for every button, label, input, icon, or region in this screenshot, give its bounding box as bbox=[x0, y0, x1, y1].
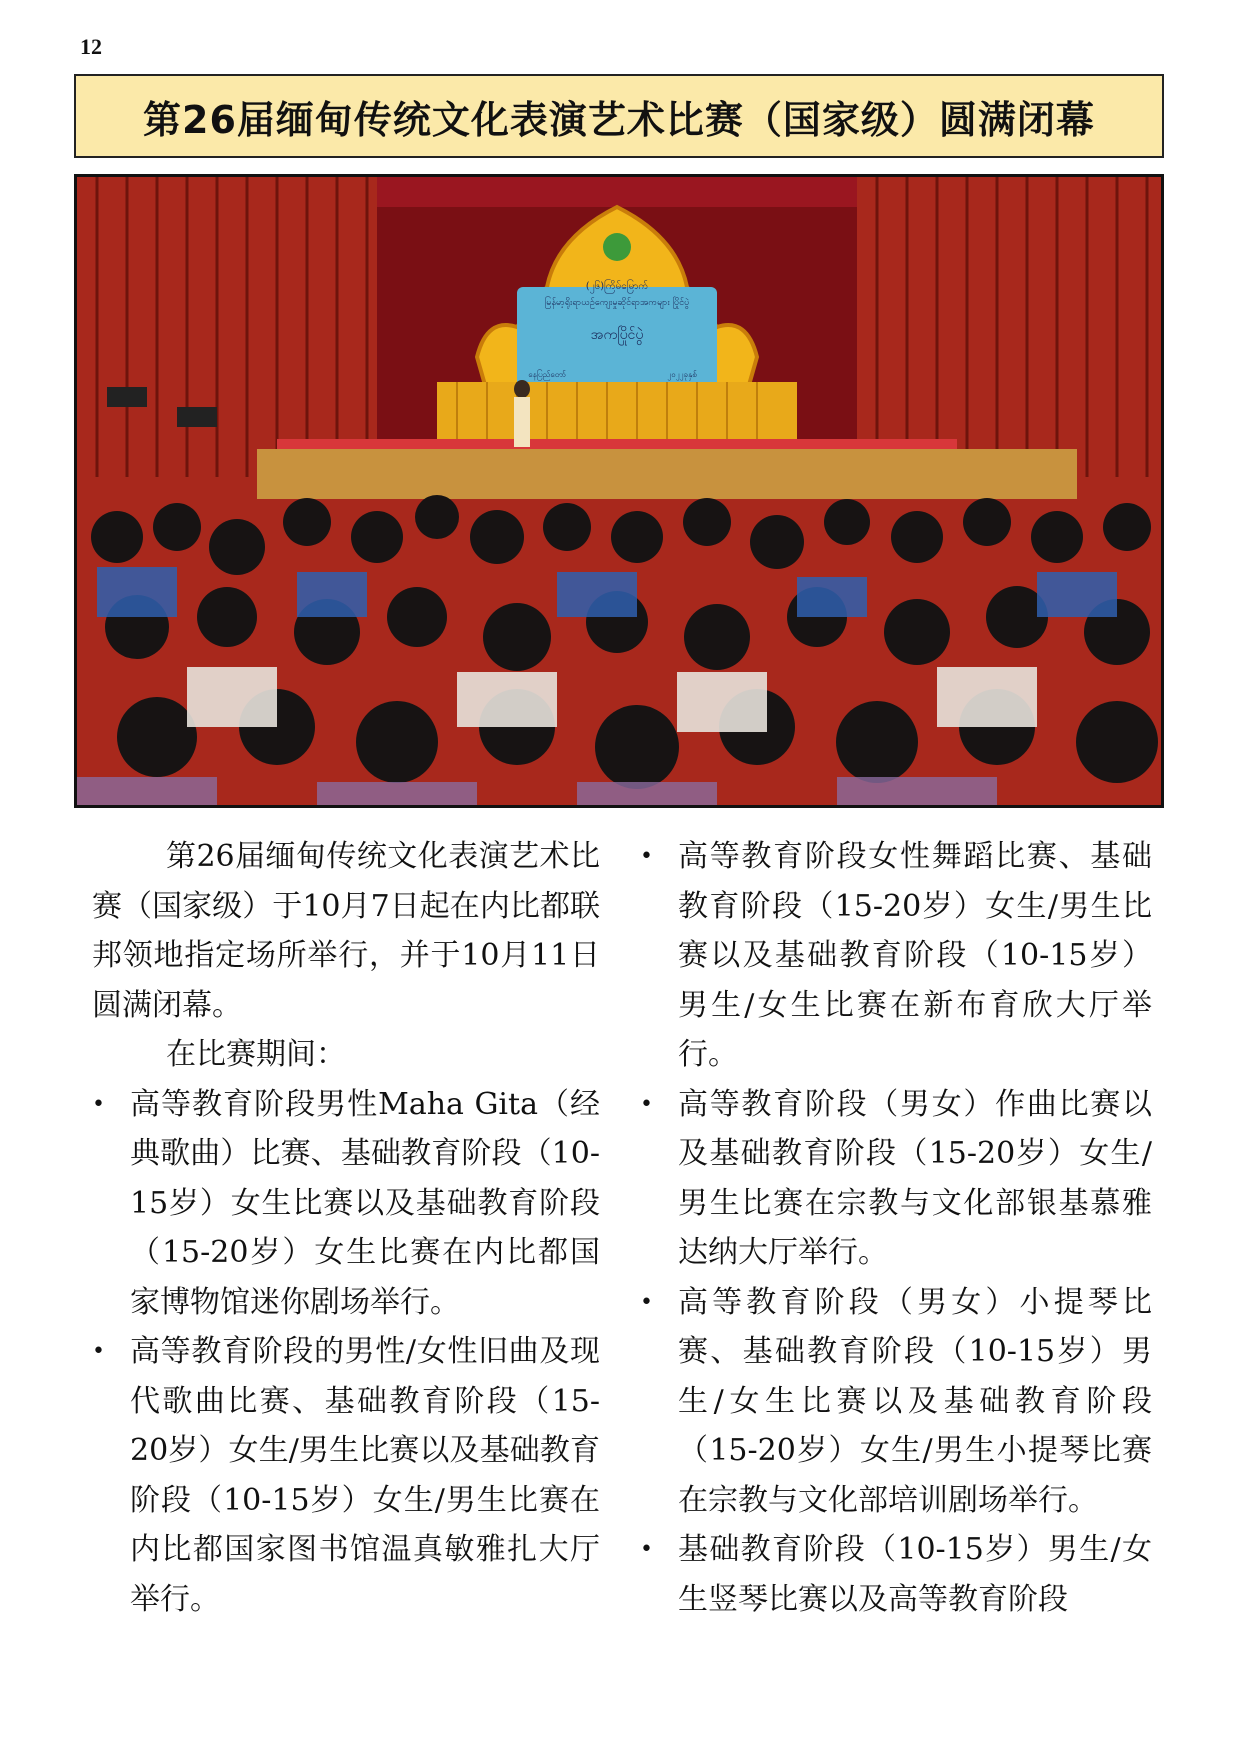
list-item-text: 高等教育阶段（男女）作曲比赛以及基础教育阶段（15-20岁）女生/男生比赛在宗教与文化部银基慕雅达纳大厅举行。 bbox=[678, 1086, 1152, 1270]
article-title: 第26届缅甸传统文化表演艺术比赛（国家级）圆满闭幕 bbox=[143, 97, 1095, 142]
list-item bbox=[640, 1525, 1152, 1624]
list-item bbox=[92, 1327, 600, 1624]
list-item-text: 高等教育阶段（男女）小提琴比赛、基础教育阶段（10-15岁）男生/女生比赛以及基础教育阶段（15-20岁）女生/男生小提琴比赛在宗教与文化部培训剧场举行。 bbox=[678, 1284, 1152, 1518]
list-item bbox=[640, 1080, 1152, 1278]
list-item-text: 高等教育阶段男性Maha Gita（经典歌曲）比赛、基础教育阶段（10-15岁）女生比赛以及基础教育阶段（15-20岁）女生比赛在内比都国家博物馆迷你剧场举行。 bbox=[130, 1086, 600, 1320]
right-column bbox=[640, 832, 1152, 1624]
page-number: 12 bbox=[80, 34, 102, 59]
stage-board-line2: မြန်မာ့ရိုးရာယဉ်ကျေးမှုဆိုင်ရာအကများ ပြိုင်ပွဲ bbox=[544, 298, 690, 308]
bullet-icon: • bbox=[640, 1537, 653, 1562]
stage-board-left: နေပြည်တော် bbox=[528, 370, 566, 379]
list-item bbox=[92, 1080, 600, 1328]
intro-paragraph: 第26届缅甸传统文化表演艺术比赛（国家级）于10月7日起在内比都联邦领地指定场所举行，并于10月11日圆满闭幕。 bbox=[92, 839, 600, 1023]
stage-board-right: ၂၀၂၂ခုနှစ် bbox=[667, 370, 697, 379]
list-item-text: 基础教育阶段（10-15岁）男生/女生竖琴比赛以及高等教育阶段 bbox=[678, 1532, 1152, 1617]
list-item-text: 高等教育阶段的男性/女性旧曲及现代歌曲比赛、基础教育阶段（15-20岁）女生/男生比赛以及基础教育阶段（10-15岁）女生/男生比赛在内比都国家图书馆温真敏雅扎大厅举行。 bbox=[130, 1334, 600, 1617]
event-photo bbox=[74, 174, 1164, 808]
bullet-icon: • bbox=[92, 1339, 105, 1364]
left-column bbox=[92, 832, 600, 1624]
list-item bbox=[640, 832, 1152, 1080]
left-bullet-list bbox=[92, 1080, 600, 1625]
list-item bbox=[640, 1278, 1152, 1526]
stage-board-line1: (၂၆)ကြိမ်မြောက် bbox=[585, 281, 649, 292]
right-bullet-list bbox=[640, 832, 1152, 1624]
bullet-icon: • bbox=[92, 1091, 105, 1117]
title-banner bbox=[74, 74, 1164, 158]
event-photo-illustration bbox=[77, 177, 1161, 805]
stage-board-line3: အကပြိုင်ပွဲ bbox=[590, 327, 644, 343]
bullet-icon: • bbox=[640, 1091, 653, 1117]
bullet-icon: • bbox=[640, 1289, 653, 1315]
bullet-icon: • bbox=[640, 844, 653, 869]
list-item-text: 高等教育阶段女性舞蹈比赛、基础教育阶段（15-20岁）女生/男生比赛以及基础教育阶段（10-15岁）男生/女生比赛在新布育欣大厅举行。 bbox=[678, 839, 1152, 1072]
during-paragraph: 在比赛期间： bbox=[166, 1037, 346, 1072]
